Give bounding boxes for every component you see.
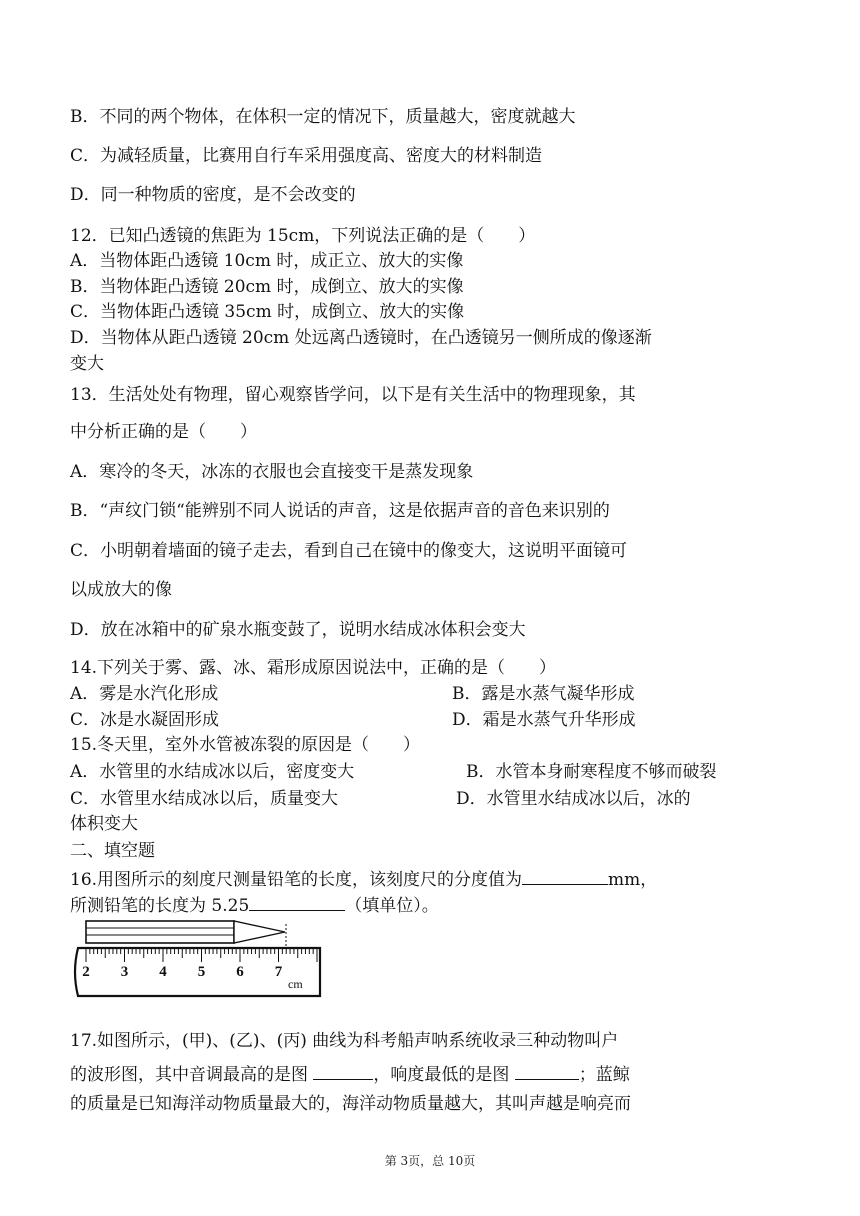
answer-blank-16-2[interactable] bbox=[249, 894, 345, 911]
option-15-b: B．水管本身耐寒程度不够而破裂 bbox=[466, 762, 717, 782]
option-14-c: C．冰是水凝固形成 bbox=[70, 710, 220, 730]
option-12-a: A．当物体距凸透镜 10cm 时，成正立、放大的实像 bbox=[70, 251, 464, 271]
ruler-pencil-figure bbox=[72, 918, 328, 1002]
option-13-c-line1: C．小明朝着墙面的镜子走去，看到自己在镜中的像变大，这说明平面镜可 bbox=[70, 541, 628, 561]
question-17-line2 bbox=[70, 1063, 630, 1085]
question-16-line2 bbox=[70, 894, 439, 916]
option-15-d-line2: 体积变大 bbox=[70, 814, 138, 834]
option-12-c: C．当物体距凸透镜 35cm 时，成倒立、放大的实像 bbox=[70, 302, 465, 322]
question-17-text-b: ，响度最低的是图 bbox=[373, 1065, 515, 1085]
option-14-b: B．露是水蒸气凝华形成 bbox=[452, 684, 635, 704]
question-17-text-c: ；蓝鲸 bbox=[578, 1065, 630, 1085]
question-16-text-c: （填单位）。 bbox=[345, 896, 439, 916]
option-13-c-line2: 以成放大的像 bbox=[70, 580, 172, 600]
question-17-line1: 17.如图所示，(甲)、(乙)、(丙) 曲线为科考船声呐系统收录三种动物叫户 bbox=[70, 1031, 619, 1051]
option-15-d-line1: D．水管里水结成冰以后，冰的 bbox=[456, 789, 691, 809]
option-12-d-line1: D．当物体从距凸透镜 20cm 处远离凸透镜时，在凸透镜另一侧所成的像逐渐 bbox=[70, 328, 652, 348]
question-15-stem: 15.冬天里，室外水管被冻裂的原因是（ ） bbox=[70, 735, 421, 755]
option-13-b: B．“声纹门锁“能辨别不同人说话的声音，这是依据声音的音色来识别的 bbox=[70, 501, 610, 521]
question-13-stem-line1: 13．生活处处有物理，留心观察皆学问，以下是有关生活中的物理现象，其 bbox=[70, 385, 636, 405]
option-14-d: D．霜是水蒸气升华形成 bbox=[452, 710, 636, 730]
option-11-b: B．不同的两个物体，在体积一定的情况下，质量越大，密度就越大 bbox=[70, 107, 576, 127]
question-16-line1 bbox=[70, 868, 657, 890]
ruler-unit-label: cm bbox=[288, 977, 303, 991]
question-17-line3: 的质量是已知海洋动物质量最大的，海洋动物质量越大，其叫声越是响亮而 bbox=[70, 1094, 631, 1114]
page-footer: 第 3页，总 10页 bbox=[384, 1154, 476, 1168]
ruler-number-label: 4 bbox=[159, 964, 167, 980]
answer-blank-16-1[interactable] bbox=[522, 868, 608, 885]
option-11-c: C．为减轻质量，比赛用自行车采用强度高、密度大的材料制造 bbox=[70, 146, 543, 166]
pencil-drawing bbox=[86, 921, 286, 950]
option-11-d: D．同一种物质的密度，是不会改变的 bbox=[70, 185, 356, 205]
question-16-text-b: 所测铅笔的长度为 5.25 bbox=[70, 896, 250, 916]
ruler-number-label: 6 bbox=[236, 964, 244, 980]
ruler-number-label: 7 bbox=[274, 964, 283, 980]
answer-blank-17-2[interactable] bbox=[515, 1063, 579, 1080]
question-16-unit-mm: mm， bbox=[608, 870, 658, 890]
ruler-number-label: 2 bbox=[82, 964, 90, 980]
question-17-text-a: 的波形图，其中音调最高的是图 bbox=[70, 1065, 314, 1085]
option-13-a: A．寒冷的冬天，冰冻的衣服也会直接变干是蒸发现象 bbox=[70, 462, 474, 482]
question-12-stem: 12．已知凸透镜的焦距为 15cm，下列说法正确的是（ ） bbox=[70, 226, 536, 246]
question-14-stem: 14.下列关于雾、露、冰、霜形成原因说法中，正确的是（ ） bbox=[70, 658, 557, 678]
ruler-number-label: 5 bbox=[197, 964, 206, 980]
option-15-a: A．水管里的水结成冰以后，密度变大 bbox=[70, 762, 355, 782]
ruler-number-label: 3 bbox=[120, 964, 129, 980]
option-12-d-line2: 变大 bbox=[70, 354, 104, 374]
option-14-a: A．雾是水汽化形成 bbox=[70, 684, 219, 704]
ruler-body bbox=[75, 948, 320, 996]
option-15-c: C．水管里水结成冰以后，质量变大 bbox=[70, 789, 339, 809]
option-12-b: B．当物体距凸透镜 20cm 时，成倒立、放大的实像 bbox=[70, 277, 464, 297]
option-13-d: D．放在冰箱中的矿泉水瓶变鼓了，说明水结成冰体积会变大 bbox=[70, 620, 526, 640]
section-heading-fill-in: 二、填空题 bbox=[70, 841, 155, 861]
question-16-text-a: 16.用图所示的刻度尺测量铅笔的长度，该刻度尺的分度值为 bbox=[70, 870, 523, 890]
question-13-stem-line2: 中分析正确的是（ ） bbox=[70, 422, 257, 442]
answer-blank-17-1[interactable] bbox=[313, 1063, 373, 1080]
